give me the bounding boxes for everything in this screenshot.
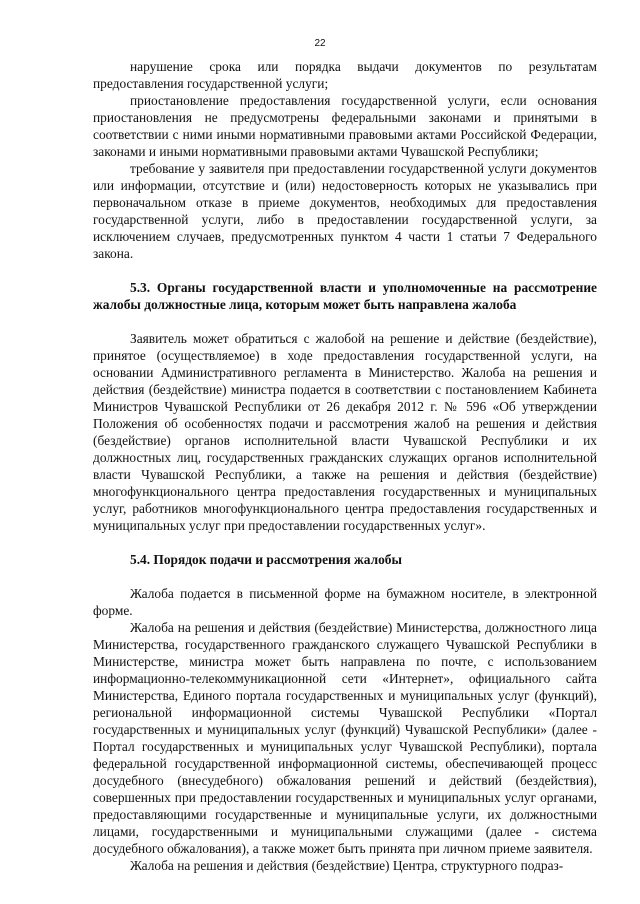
document-body — [93, 58, 597, 874]
paragraph: требование у заявителя при предоставлении государственной услуги документов или информации, отсутствие и (или) недостоверность которых не указывались при первоначальном отказе в приеме документов, необходимых для предоставления государственной услуги, либо в предоставлении государственной услуги, за исключением случаев, предусмотренных пунктом 4 части 1 статьи 7 Федерального закона. — [93, 161, 597, 261]
paragraph: Заявитель может обратиться с жалобой на решение и действие (бездействие), принятое (осуществляемое) в ходе предоставления государственной услуги, на основании Административного регламента в Министерство. Жалоба на решения и действия (бездействие) министра подается в соответствии с постановлением Кабинета Министров Чувашской Республики от 26 декабря 2012 г. № 596 «Об утверждении Положения об особенностях подачи и рассмотрения жалоб на решения и действия (бездействие) органов исполнительной власти Чувашской Республики и их должностных лиц, государственных гражданских служащих органов исполнительной власти Чувашской Республики, а также на решения и действия (бездействие) многофункционального центра предоставления государственных и муниципальных услуг, работников многофункционального центра предоставления государственных и муниципальных услуг при предоставлении государственных услуг». — [93, 331, 597, 533]
paragraph: приостановление предоставления государственной услуги, если основания приостановления не предусмотрены федеральными законами и принятыми в соответствии с ними иными нормативными правовыми актами Российской Федерации, законами и иными нормативными правовыми актами Чувашской Республики; — [93, 93, 597, 159]
paragraph: нарушение срока или порядка выдачи документов по результатам предоставления государственной услуги; — [93, 59, 597, 91]
section-heading-5-4: 5.4. Порядок подачи и рассмотрения жалобы — [130, 552, 402, 567]
paragraph: Жалоба подается в письменной форме на бумажном носителе, в электронной форме. — [93, 586, 597, 618]
paragraph: Жалоба на решения и действия (бездействие) Центра, структурного подраз- — [130, 858, 564, 873]
paragraph: Жалоба на решения и действия (бездействие) Министерства, должностного лица Министерства, государственного гражданского служащего Чувашской Республики в Министерстве, министра может быть направлена по почте, с использованием информационно-телекоммуникационной сети «Интернет», официального сайта Министерства, Единого портала государственных и муниципальных услуг (функций), региональной информационной системы Чувашской Республики «Портал государственных и муниципальных услуг (функций) Чувашской Республики» (далее - Портал государственных и муниципальных услуг Чувашской Республики), портала федеральной государственной информационной системы, обеспечивающей процесс досудебного (внесудебного) обжалования решений и действий (бездействия), совершенных при предоставлении государственных и муниципальных услуг органами, предоставляющими государственные и муниципальные услуги, их должностными лицами, государственными и муниципальными служащими (далее - система досудебного обжалования), а также может быть принята при личном приеме заявителя. — [93, 620, 597, 856]
section-heading-5-3: 5.3. Органы государственной власти и уполномоченные на рассмотрение жалобы должностные лица, которым может быть направлена жалоба — [93, 280, 597, 312]
page-number: 22 — [314, 38, 326, 49]
